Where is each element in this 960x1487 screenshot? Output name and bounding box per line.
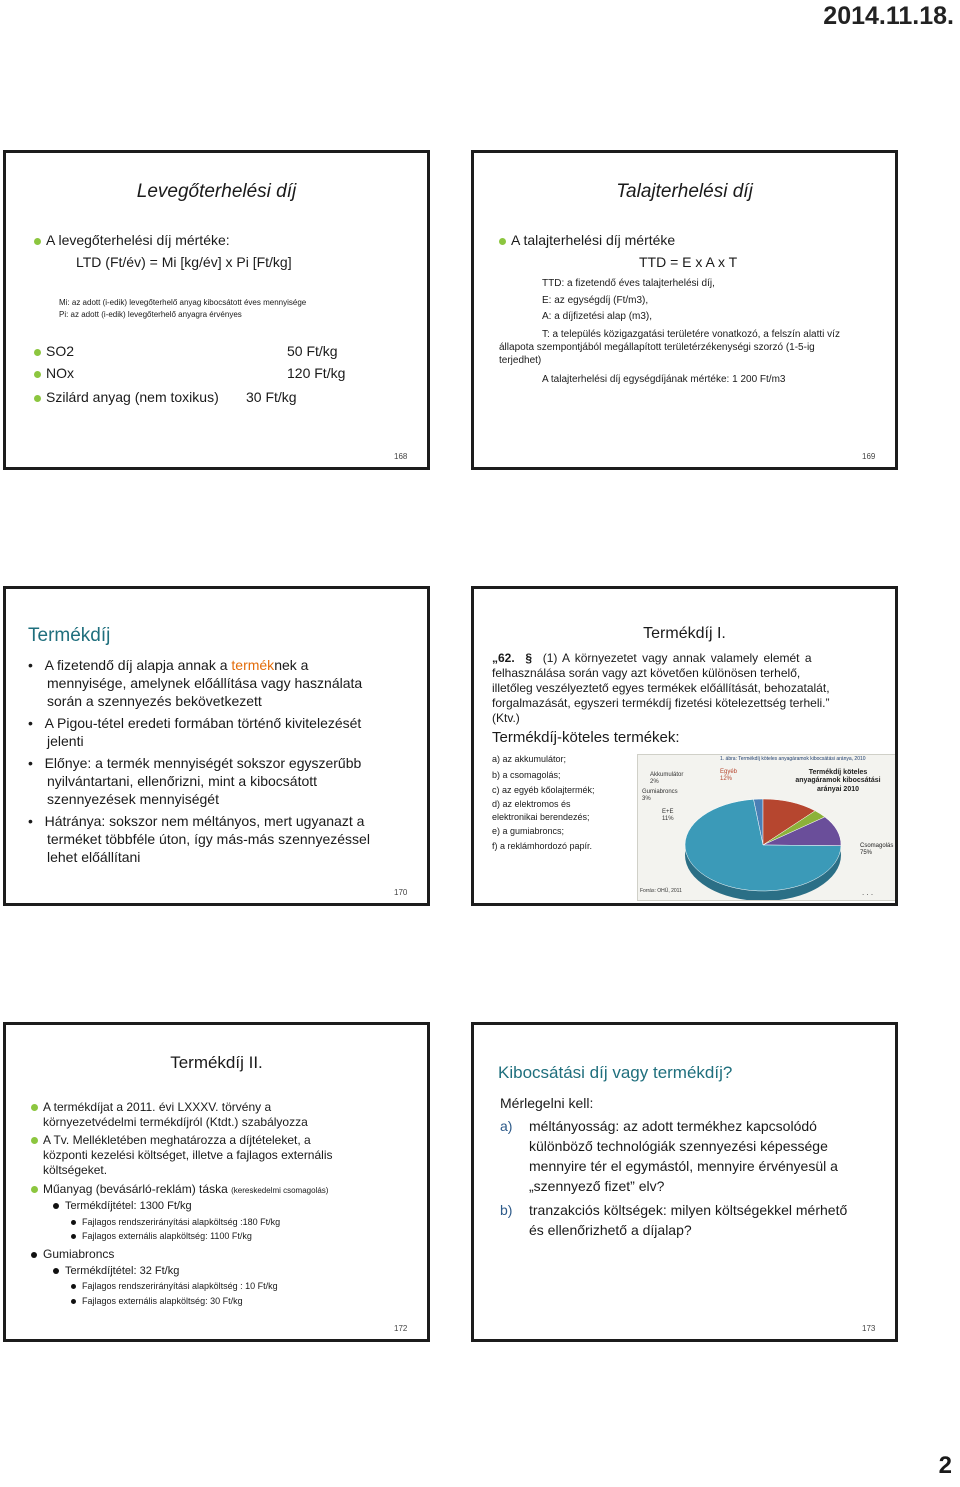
product-item: a) az akkumulátor; xyxy=(492,754,567,764)
bullet-1 xyxy=(28,657,308,673)
bullet-dot-icon xyxy=(34,349,41,356)
pie-label: Csomagolás 75% xyxy=(860,843,894,856)
paragraph-line: forgalmazását, egyszeri termékdíj fizetési kötelezettség terheli.” xyxy=(492,696,830,710)
bullet-dot-icon xyxy=(31,1186,38,1193)
sub-sub-bullet xyxy=(71,1281,278,1291)
paragraph-text: (1) A környezetet vagy annak valamely elemét a xyxy=(542,651,812,665)
paragraph-line: (Ktv.) xyxy=(492,711,520,725)
bullet-marker: • xyxy=(28,813,45,829)
bullet-text: A levegőterhelési díj mértéke: xyxy=(46,232,230,248)
note: Mi: az adott (i-edik) levegőterhelő anyag kibocsátott éves mennyisége xyxy=(59,298,307,307)
slide-number: 168 xyxy=(394,452,408,461)
products-subtitle: Termékdíj-köteles termékek: xyxy=(492,729,680,746)
bullet-line: nyilvántartani, ellenőrizni, mint a kibocsátott xyxy=(47,773,318,789)
rate-label: NOx xyxy=(46,365,74,381)
bullet-line: központi kezelési költséget, illetve a fajlagos externális xyxy=(43,1148,333,1162)
chart-title: Termékdíj köteles anyagáramok kibocsátási arányai 2010 xyxy=(795,769,881,793)
rate-value: 120 Ft/kg xyxy=(287,365,346,381)
sub-sub-bullet-text: Fajlagos rendszerirányítási alapköltség : 10 Ft/kg xyxy=(82,1281,278,1291)
bullet-text: Műanyag (bevásárló-reklám) táska xyxy=(43,1182,228,1196)
product-item: c) az egyéb kőolajtermék; xyxy=(492,785,595,795)
bullet-line: mennyisége, amelynek előállítása vagy használata xyxy=(47,675,363,691)
sub-sub-bullet xyxy=(71,1296,243,1306)
item-line: mennyire tér el egymástól, mennyire érvényesül a xyxy=(529,1158,838,1174)
chart-source: Forrás: OHÜ, 2011 xyxy=(640,888,682,894)
sub-sub-bullet xyxy=(71,1217,280,1227)
bullet-4 xyxy=(28,813,364,829)
pie-label: Gumiabroncs 3% xyxy=(642,789,678,802)
bullet-text: A termékdíjat a 2011. évi LXXXV. törvény a xyxy=(43,1100,272,1114)
pie-label: Egyéb 12% xyxy=(720,769,738,782)
bullet-dot-icon xyxy=(53,1268,59,1274)
rate-row-so2 xyxy=(34,343,74,359)
bullet-line: jelenti xyxy=(47,733,84,749)
bullet-text: A talajterhelési díj mértéke xyxy=(511,232,676,248)
bullet-note: (kereskedelmi csomagolás) xyxy=(231,1186,329,1195)
slide-title: Kibocsátási díj vagy termékdíj? xyxy=(498,1063,733,1082)
bullet-dot-icon xyxy=(34,395,41,402)
sub-sub-bullet xyxy=(71,1231,252,1241)
pie-label: Akkumulátor 2% xyxy=(650,772,684,785)
product-item: e) a gumiabroncs; xyxy=(492,826,565,836)
bullet xyxy=(34,232,230,248)
slide-number: 172 xyxy=(394,1324,408,1333)
bullet-dot-icon xyxy=(71,1284,76,1289)
note: Pi: az adott (i-edik) levegőterhelő anyagra érvényes xyxy=(59,310,242,319)
definition-line: TTD: a fizetendő éves talajterhelési díj, xyxy=(542,278,715,289)
item-label: a) xyxy=(500,1118,513,1134)
paragraph-symbol: § xyxy=(525,651,533,665)
formula: LTD (Ft/év) = Mi [kg/év] x Pi [Ft/kg] xyxy=(76,254,292,270)
bullet-dot-icon xyxy=(499,238,506,245)
paragraph-line: felhasználása során vagy azt követően különösen terhelő, xyxy=(492,666,801,680)
slide-168 xyxy=(3,150,430,470)
slide-172 xyxy=(3,1022,430,1342)
bullet-3 xyxy=(31,1182,328,1196)
sub-sub-bullet-text: Fajlagos externális alapköltség: 1100 Ft/kg xyxy=(82,1231,252,1241)
bullet-dot-icon xyxy=(31,1104,38,1111)
sub-bullet-text: Termékdíjtétel: 1300 Ft/kg xyxy=(65,1200,192,1212)
rate-row-nox xyxy=(34,365,74,381)
slide-title: Levegőterhelési díj xyxy=(136,181,297,202)
bullet-2 xyxy=(28,715,361,731)
bullet-text: Hátránya: sokszor nem méltányos, mert ugyanazt a xyxy=(44,813,365,829)
slide-number: . . . xyxy=(862,888,874,897)
bullet-dot-icon xyxy=(31,1137,38,1144)
bullet-dot-icon xyxy=(71,1299,76,1304)
slide-173 xyxy=(471,1022,898,1342)
bullet-dot-icon xyxy=(71,1234,76,1239)
page-number: 2 xyxy=(938,1452,952,1479)
rate-label: SO2 xyxy=(46,343,75,359)
slide-171 xyxy=(471,586,898,906)
item-line: méltányosság: az adott termékhez kapcsolódó xyxy=(529,1118,817,1134)
sub-bullet-text: Termékdíjtétel: 32 Ft/kg xyxy=(65,1265,180,1277)
sub-bullet xyxy=(53,1265,179,1277)
bullet-marker: • xyxy=(28,715,45,731)
product-item: b) a csomagolás; xyxy=(492,770,561,780)
slide-title: Talajterhelési díj xyxy=(616,181,753,202)
item-line: különböző technológiák szennyezési képessége xyxy=(529,1138,828,1154)
sub-bullet xyxy=(53,1200,192,1212)
item-line: és ellenőrizhető a díjalap? xyxy=(529,1222,692,1238)
bullet xyxy=(499,232,675,248)
bullet-text: A Tv. Mellékletében meghatározza a díjtételeket, a xyxy=(43,1133,311,1147)
item-line: „szennyező fizet” elv? xyxy=(529,1178,665,1194)
bullet-4 xyxy=(31,1247,114,1261)
slide-title: Termékdíj I. xyxy=(643,625,726,642)
rate-label: Szilárd anyag (nem toxikus) xyxy=(46,389,219,405)
bullet-1 xyxy=(31,1100,271,1114)
definition-line: E: az egységdíj (Ft/m3), xyxy=(542,295,649,306)
intro-text: Mérlegelni kell: xyxy=(500,1095,594,1111)
bullet-text: A fizetendő díj alapja annak a xyxy=(44,657,232,673)
bullet-line: környezetvédelmi termékdíjról (Ktdt.) szabályozza xyxy=(43,1115,308,1129)
bullet-line: során a szennyezés bekövetkezett xyxy=(47,693,262,709)
bullet-line: terméket többféle úton, így más-más szennyezéssel xyxy=(47,831,370,847)
paragraph-section: „62. xyxy=(492,651,515,665)
item-label: b) xyxy=(500,1202,513,1218)
slide-title: Termékdíj II. xyxy=(170,1053,263,1072)
rate-value: 30 Ft/kg xyxy=(246,389,297,405)
definition-line: T: a település közigazgatási területére vonatkozó, a felszín alatti víz xyxy=(542,329,840,340)
formula: TTD = E x A x T xyxy=(639,254,738,270)
print-date: 2014.11.18. xyxy=(823,2,954,30)
bullet-dot-icon xyxy=(71,1220,76,1225)
bullet-marker: • xyxy=(28,755,45,771)
bullet-3 xyxy=(28,755,361,771)
definition-line: A talajterhelési díj egységdíjának mértéke: 1 200 Ft/m3 xyxy=(542,374,786,385)
rate-row-solid xyxy=(34,389,219,405)
highlight-word: termék xyxy=(231,657,275,673)
bullet-line: szennyezések mennyiségét xyxy=(47,791,219,807)
definition-line: terjedhet) xyxy=(499,355,542,366)
definition-line: állapota szempontjából megállapított területérzékenységi szorzó (1-5-ig xyxy=(499,342,815,353)
item-line: tranzakciós költségek: milyen költségekkel mérhető xyxy=(529,1202,848,1218)
product-item: d) az elektromos és xyxy=(492,799,571,809)
bullet-marker: • xyxy=(28,657,45,673)
slide-title: Termékdíj xyxy=(28,625,111,646)
product-item: f) a reklámhordozó papír. xyxy=(492,841,593,851)
slide-number: 169 xyxy=(862,452,876,461)
bullet-text: Gumiabroncs xyxy=(43,1247,115,1261)
bullet-dot-icon xyxy=(34,371,41,378)
bullet-line: költségeket. xyxy=(43,1163,108,1177)
bullet-line: lehet előállítani xyxy=(47,849,141,865)
bullet-dot-icon xyxy=(31,1252,37,1258)
bullet-2 xyxy=(31,1133,311,1147)
pie-label: E+E 11% xyxy=(662,809,674,822)
product-item: elektronikai berendezés; xyxy=(492,812,590,822)
slide-169 xyxy=(471,150,898,470)
bullet-text: nek a xyxy=(274,657,309,673)
bullet-text: Előnye: a termék mennyiségét sokszor egyszerűbb xyxy=(44,755,362,771)
bullet-dot-icon xyxy=(53,1203,59,1209)
slide-170 xyxy=(3,586,430,906)
slide-number: 173 xyxy=(862,1324,876,1333)
bullet-dot-icon xyxy=(34,238,41,245)
slide-number: 170 xyxy=(394,888,408,897)
pie-chart-figure xyxy=(637,754,898,901)
rate-value: 50 Ft/kg xyxy=(287,343,338,359)
chart-caption: 1. ábra: Termékdíj köteles anyagáramok kibocsátási aránya, 2010 xyxy=(720,756,866,762)
sub-sub-bullet-text: Fajlagos externális alapköltség: 30 Ft/kg xyxy=(82,1296,243,1306)
sub-sub-bullet-text: Fajlagos rendszerirányítási alapköltség :180 Ft/kg xyxy=(82,1217,281,1227)
bullet-text: A Pigou-tétel eredeti formában történő kivitelezését xyxy=(44,715,362,731)
paragraph-line: illetőleg veszélyeztető egyes termékek előállítását, behozatalát, xyxy=(492,681,830,695)
paragraph-line xyxy=(492,651,812,665)
definition-line: A: a díjfizetési alap (m3), xyxy=(542,311,653,322)
